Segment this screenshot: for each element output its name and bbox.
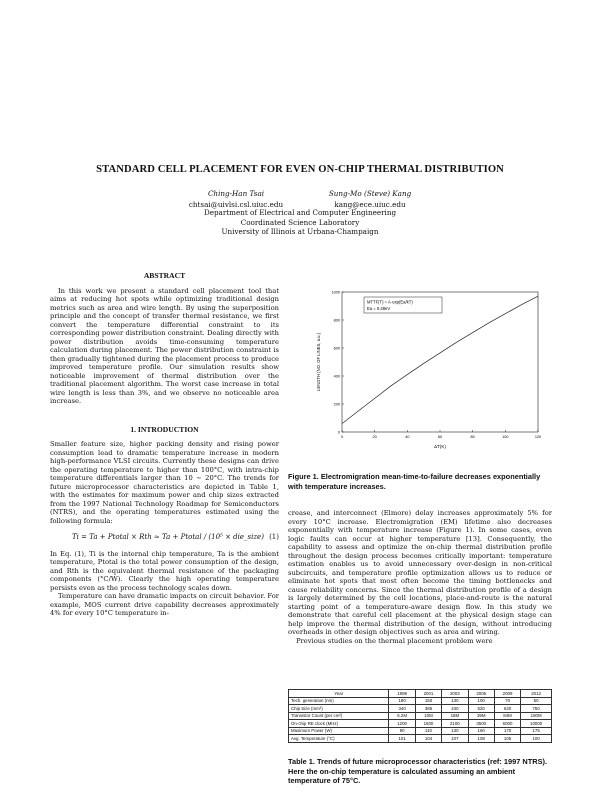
table-cell: 107 — [442, 735, 468, 743]
y-tick-label: 1000 — [331, 290, 340, 295]
table-row-label: Chip Size (mm²) — [289, 705, 389, 713]
author-2 — [290, 188, 450, 210]
x-axis-label: ΔT(K) — [434, 444, 446, 449]
table-header-cell: 2012 — [521, 690, 552, 698]
table-cell: 101 — [389, 735, 415, 743]
y-tick-label: 0 — [337, 430, 340, 435]
table-cell: 70 — [494, 697, 520, 705]
x-tick-label: 100 — [502, 435, 509, 439]
x-tick-label: 20 — [372, 435, 377, 439]
table-cell: 175 — [521, 727, 552, 735]
table-row — [289, 697, 552, 705]
right-column-text — [288, 509, 552, 645]
table-header-row — [289, 690, 552, 698]
equation-body: Ti = Ta + Ptotal × Rth ≃ Ta + Ptotal / (10⁵ × die_size) — [72, 533, 264, 541]
table-cell: 2100 — [442, 720, 468, 728]
table-header-cell: 2006 — [468, 690, 494, 698]
y-tick-label: 600 — [333, 346, 340, 351]
table-row — [289, 705, 552, 713]
table-cell: 3500 — [468, 720, 494, 728]
table-cell: 100 — [468, 697, 494, 705]
abstract-text — [50, 287, 279, 406]
table-cell: 84M — [494, 712, 520, 720]
x-tick-label: 0 — [340, 435, 344, 439]
table-cell: 6.2M — [389, 712, 415, 720]
intro-paragraph-1: Smaller feature size, higher packing density and rising power consumption lead to dramatic temperature increase in modern high-performance VLSI circuits. Currently these designs can drive the operating temperature to higher than 100°C, with intra-chip temperature differentials larger than 10 ∼ 20°C. The trends for future microprocessor characteristics are depicted in Table 1, with the estimates for maximum power and chip sizes extracted from the 1997 National Technology Roadmap for Semiconductors (NTRS), and the operating temperatures estimated using the following formula: — [50, 440, 279, 525]
right-paragraph-1: crease, and interconnect (Elmore) delay increases approximately 5% for every 10°C increase. Electromigration (EM) lifetime also decreases exponentially with temperature increase (Figure 1). In some cases, even logic faults can occur at higher temperature [13]. Consequently, the capability to assess and optimize the on-chip thermal distribution profile throughout the design process becomes critically important: temperature estimation enables us to avoid unnecessary over-design in non-critical subcircuits, and temperature profile optimization allows us to reduce or eliminate hot spots that most often become the timing bottlenecks and cause reliability concerns. Since the thermal distribution profile of a design is largely determined by the cell locations, place-and-route is the natural starting point of a temperature-aware design flow. In this study we demonstrate that careful cell placement at the physical design stage can help improve the thermal distribution of the design, without introducing overheads in other design objectives such as area and wiring. — [288, 509, 552, 636]
y-tick-label: 400 — [333, 374, 340, 379]
affiliation — [0, 208, 600, 237]
table-cell: 105 — [494, 735, 520, 743]
legend-line-1: MTTF(T) = A·exp(Ea/kT) — [367, 299, 413, 305]
table-cell: 1200 — [389, 720, 415, 728]
table-cell: 18M — [442, 712, 468, 720]
x-tick-label: 80 — [470, 435, 475, 439]
table-cell: 180M — [521, 712, 552, 720]
author-2-email: kang@ece.uiuc.edu — [334, 200, 406, 209]
table-row-label: On-chip RE clock (MHz) — [289, 720, 389, 728]
table-header-cell: 2009 — [494, 690, 520, 698]
table-cell: 1600 — [415, 720, 441, 728]
y-axis-label: LENGTH (NO. OF LINES, a.u.) — [316, 333, 321, 391]
table-row — [289, 735, 552, 743]
author-1-email: chtsai@uivlsi.csl.uiuc.edu — [188, 200, 284, 209]
table-1-caption: Table 1. Trends of future microprocessor characteristics (ref: 1997 NTRS). Here the on-chip temperature is calculated assuming an ambient temperature of 75°C. — [288, 757, 548, 786]
table-cell: 108 — [468, 735, 494, 743]
table-cell: 50 — [521, 697, 552, 705]
paper-title: STANDARD CELL PLACEMENT FOR EVEN ON-CHIP THERMAL DISTRIBUTION — [96, 164, 504, 175]
table-cell: 100 — [521, 735, 552, 743]
author-2-name: Sung-Mo (Steve) Kang — [328, 189, 412, 198]
x-tick-label: 40 — [405, 435, 410, 439]
table-cell: 110 — [415, 727, 441, 735]
table-1 — [288, 689, 552, 743]
table-row — [289, 712, 552, 720]
intro-heading: 1. INTRODUCTION — [130, 424, 199, 434]
mttf-curve — [342, 296, 538, 423]
left-column — [50, 272, 279, 618]
equation-1 — [72, 533, 279, 542]
figure-1-plot — [306, 284, 552, 459]
abstract-heading: ABSTRACT — [143, 271, 186, 280]
table-cell: 104 — [415, 735, 441, 743]
x-tick-label: 60 — [437, 435, 443, 439]
affiliation-university: University of Illinois at Urbana-Champaign — [221, 227, 379, 237]
table-cell: 430 — [442, 705, 468, 713]
intro-paragraph-3: Temperature can have dramatic impacts on circuit behavior. For example, MOS current drive capability decreases approximately 4% for every 10°C temperature in- — [50, 592, 279, 617]
table-cell: 90 — [389, 727, 415, 735]
equation-number: (1) — [269, 533, 279, 541]
table-cell: 170 — [494, 727, 520, 735]
figure-1 — [306, 284, 552, 459]
right-paragraph-2: Previous studies on the thermal placement problem were — [296, 636, 493, 645]
table-row — [289, 727, 552, 735]
affiliation-lab: Coordinated Science Laboratory — [240, 217, 360, 227]
table-header-cell: 1999 — [389, 690, 415, 698]
table-header-cell: 2001 — [415, 690, 441, 698]
affiliation-dept: Department of Electrical and Computer Engineering — [203, 208, 397, 217]
table-row-label: Avg. Temperature (°C) — [289, 735, 389, 743]
table-row-label: Maximum Power (W) — [289, 727, 389, 735]
figure-1-caption: Figure 1. Electromigration mean-time-to-failure decreases exponentially with temperature increases. — [288, 472, 541, 491]
table-header-cell: 2003 — [442, 690, 468, 698]
table-row-label: Tech. generation (nm) — [289, 697, 389, 705]
table-row — [289, 720, 552, 728]
table-cell: 520 — [468, 705, 494, 713]
table-cell: 620 — [494, 705, 520, 713]
y-tick-label: 200 — [333, 402, 340, 407]
table-cell: 150 — [415, 697, 441, 705]
table-cell: 130 — [442, 727, 468, 735]
table-header-cell: Year — [289, 690, 389, 698]
x-tick-label: 120 — [534, 435, 542, 439]
trends-table — [288, 689, 552, 743]
table-cell: 6000 — [494, 720, 520, 728]
table-cell: 160 — [468, 727, 494, 735]
intro-text — [50, 440, 279, 618]
legend-line-2: Ea = 0.48eV — [367, 306, 391, 311]
table-cell: 130 — [442, 697, 468, 705]
table-cell: 10M — [415, 712, 441, 720]
y-tick-label: 800 — [333, 318, 340, 323]
intro-paragraph-2: In Eq. (1), Ti is the internal chip temperature, Ta is the ambient temperature, Ptotal is the total power consumption of the design, and Rth is the equivalent thermal resistance of the packaging components (°C/W). Clearly the high operating temperature persists even as the process technology scales down. — [50, 549, 279, 592]
author-1-name: Ching-Han Tsai — [207, 189, 265, 198]
table-cell: 385 — [415, 705, 441, 713]
table-cell: 10000 — [521, 720, 552, 728]
table-cell: 750 — [521, 705, 552, 713]
table-cell: 39M — [468, 712, 494, 720]
table-row-label: Transistor Count (per cm²) — [289, 712, 389, 720]
table-cell: 180 — [389, 697, 415, 705]
table-cell: 340 — [389, 705, 415, 713]
abstract-paragraph: In this work we present a standard cell placement tool that aims at reducing hot spots while optimizing traditional design metrics such as area and wire length. By using the superposition principle and the concept of transfer thermal resistance, we first convert the temperature differential constraint to its corresponding power distribution constraint. Dealing directly with power distribution avoids time-consuming temperature calculation during placement. The power distribution constraint is then gradually tightened during the placement process to produce improved temperature profile. Our simulation results show noticeable improvement of thermal distribution over the traditional placement algorithm. The worst case increase in total wire length is less than 3%, and we observe no noticeable area increase. — [50, 286, 279, 405]
